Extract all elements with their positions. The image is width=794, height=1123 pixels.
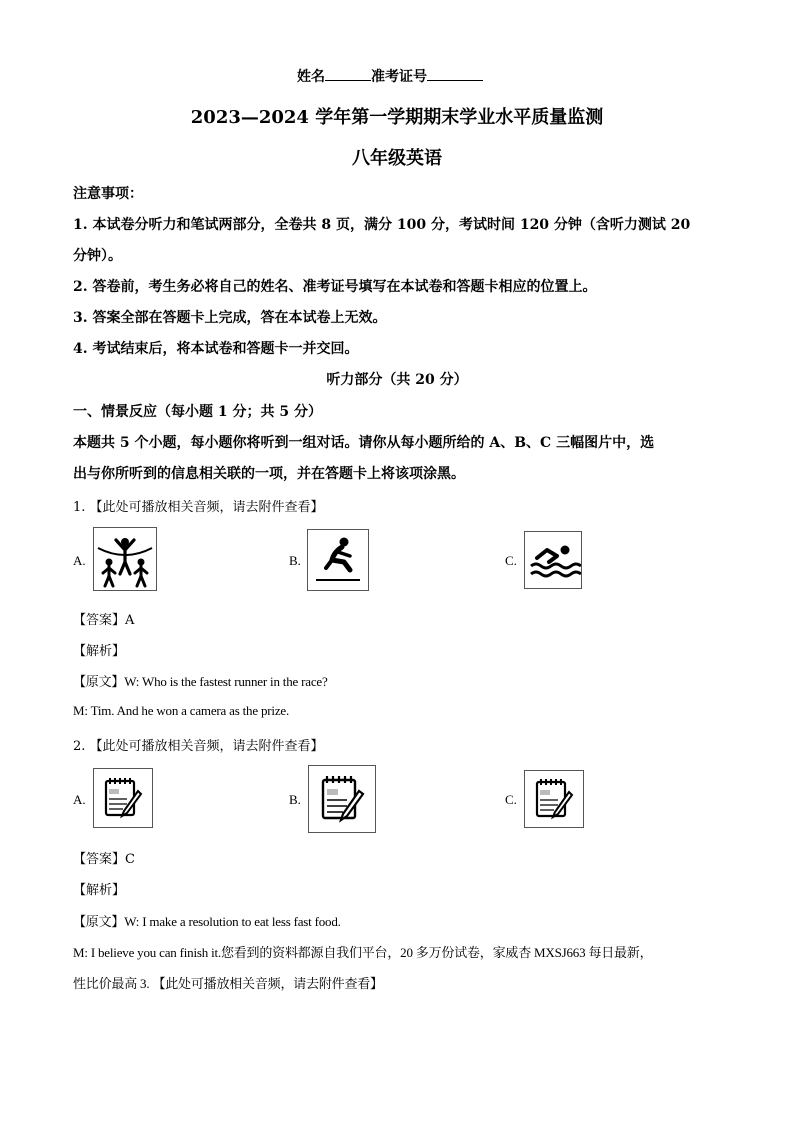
option-b-label: B. bbox=[289, 553, 301, 568]
section-instruction: 本题共 5 个小题，每小题你将听到一组对话。请你从每小题所给的 A、B、C 三幅图片中，选 bbox=[73, 435, 655, 451]
option-c-label: C. bbox=[505, 553, 517, 568]
question-prompt: 1. 【此处可播放相关音频，请去附件查看】 bbox=[73, 500, 324, 515]
notice-item: 2. 答卷前，考生务必将自己的姓名、准考证号填写在本试卷和答题卡相应的位置上。 bbox=[73, 279, 597, 295]
notepad-pencil-icon bbox=[525, 771, 583, 827]
option-a-image[interactable] bbox=[93, 768, 153, 828]
swimming-icon bbox=[525, 532, 581, 588]
option-a-label: A. bbox=[73, 553, 86, 568]
notice-item: 3. 答案全部在答题卡上完成，答在本试卷上无效。 bbox=[73, 310, 387, 326]
transcript-line: 【原文】W: Who is the fastest runner in the race? bbox=[73, 674, 328, 689]
answer-line: 【答案】A bbox=[73, 613, 135, 628]
option-c-image[interactable] bbox=[524, 770, 584, 828]
notice-item: 分钟）。 bbox=[73, 248, 122, 264]
long-jump-icon bbox=[308, 530, 368, 590]
exam-subtitle: 八年级英语 bbox=[352, 148, 442, 169]
option-a-label: A. bbox=[73, 792, 86, 807]
section-instruction: 出与你所听到的信息相关联的一项，并在答题卡上将该项涂黑。 bbox=[73, 466, 465, 482]
notice-item: 4. 考试结束后，将本试卷和答题卡一并交回。 bbox=[73, 341, 359, 357]
candidate-info-line bbox=[297, 66, 483, 86]
notice-heading: 注意事项： bbox=[73, 186, 143, 202]
option-c-label: C. bbox=[505, 792, 517, 807]
analysis-label: 【解析】 bbox=[73, 644, 126, 659]
option-b-image[interactable] bbox=[307, 529, 369, 591]
exam-title: 2023—2024 学年第一学期期末学业水平质量监测 bbox=[190, 107, 604, 128]
transcript-line: M: I believe you can finish it.您看到的资料都源自我们平台，20 多万份试卷，家威杏 MXSJ663 每日最新， bbox=[73, 945, 653, 960]
section-heading: 一、情景反应（每小题 1 分；共 5 分） bbox=[73, 404, 322, 420]
id-label: 准考证号 bbox=[371, 69, 427, 85]
option-b-image[interactable] bbox=[308, 765, 376, 833]
transcript-line: 【原文】W: I make a resolution to eat less fast food. bbox=[73, 914, 341, 929]
notepad-pencil-icon bbox=[309, 766, 375, 832]
option-a-image[interactable] bbox=[93, 527, 157, 591]
runners-finish-icon bbox=[94, 528, 156, 590]
transcript-line: 性比价最高 3. 【此处可播放相关音频，请去附件查看】 bbox=[73, 976, 383, 991]
transcript-line: M: Tim. And he won a camera as the prize. bbox=[73, 703, 290, 718]
listening-section-title: 听力部分（共 20 分） bbox=[326, 372, 468, 388]
option-c-image[interactable] bbox=[524, 531, 582, 589]
question-prompt: 2. 【此处可播放相关音频，请去附件查看】 bbox=[73, 739, 324, 754]
notice-item: 1. 本试卷分听力和笔试两部分，全卷共 8 页，满分 100 分，考试时间 120 分钟（含听力测试 20 bbox=[73, 217, 691, 233]
answer-line: 【答案】C bbox=[73, 852, 135, 867]
option-b-label: B. bbox=[289, 792, 301, 807]
analysis-label: 【解析】 bbox=[73, 883, 126, 898]
name-label: 姓名 bbox=[297, 69, 325, 85]
name-blank[interactable] bbox=[325, 68, 371, 81]
notepad-pencil-icon bbox=[94, 769, 152, 827]
id-blank[interactable] bbox=[427, 68, 483, 81]
